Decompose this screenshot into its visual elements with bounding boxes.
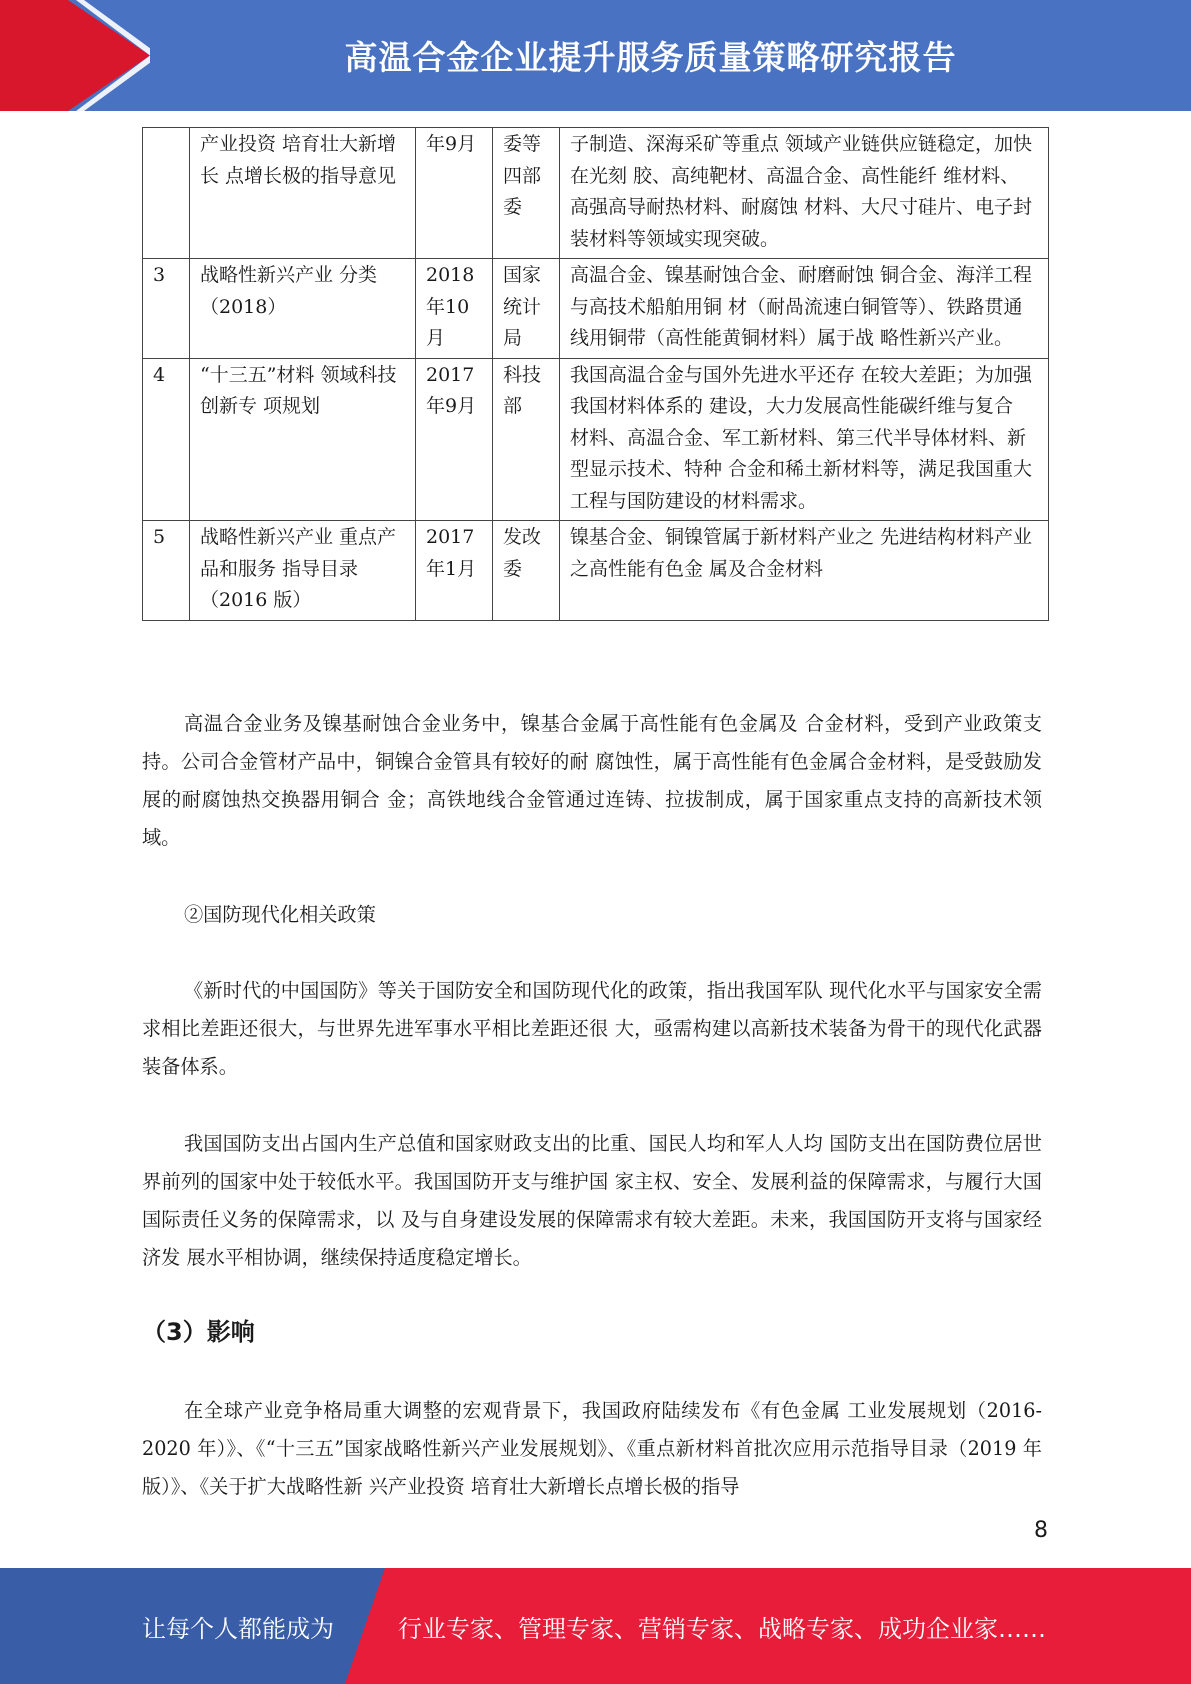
cell-content: 我国高温合金与国外先进水平还存 在较大差距；为加强我国材料体系的 建设，大力发展高性能碳纤维与复合 材料、高温合金、军工新材料、第三代半导体材料、新型显示技术、特种 合金和稀土新材料等，满足我国重大 工程与国防建设的材料需求。 — [560, 358, 1049, 521]
cell-date: 年9月 — [416, 128, 493, 259]
table-row — [143, 521, 1049, 621]
cell-date: 2017年9月 — [416, 358, 493, 521]
table-row — [143, 259, 1049, 359]
cell-date: 2018年10月 — [416, 259, 493, 359]
paragraph-impact: 在全球产业竞争格局重大调整的宏观背景下，我国政府陆续发布《有色金属 工业发展规划（2016-2020 年）》、《“十三五”国家战略性新兴产业发展规划》、《重点新材料首批次应用示范指导目录（2019 年版）》、《关于扩大战略性新 兴产业投资 培育壮大新增长点增长极的指导 — [142, 1399, 1042, 1498]
cell-no: 5 — [143, 521, 190, 621]
cell-org: 发改委 — [493, 521, 560, 621]
cell-content: 高温合金、镍基耐蚀合金、耐磨耐蚀 铜合金、海洋工程与高技术船舶用铜 材（耐咼流速白铜管等）、铁路贯通 线用铜带（高性能黄铜材料）属于战 略性新兴产业。 — [560, 259, 1049, 359]
cell-org: 国家统计局 — [493, 259, 560, 359]
cell-org: 委等四部委 — [493, 128, 560, 259]
cell-name: 战略性新兴产业 重点产品和服务 指导目录（2016 版） — [190, 521, 416, 621]
section-heading-impact: （3）影响 — [142, 1318, 255, 1346]
cell-name: “十三五”材料 领域科技创新专 项规划 — [190, 358, 416, 521]
page-number: 8 — [1034, 1518, 1048, 1543]
footer-slogan-right: 行业专家、管理专家、营销专家、战略专家、成功企业家…… — [398, 1614, 1046, 1643]
header-red-arrow-shape — [0, 0, 150, 111]
cell-content: 镍基合金、铜镍管属于新材料产业之 先进结构材料产业之高性能有色金 属及合金材料 — [560, 521, 1049, 621]
table-row — [143, 128, 1049, 259]
paragraph-defense-spending: 我国国防支出占国内生产总值和国家财政支出的比重、国民人均和军人人均 国防支出在国防费位居世界前列的国家中处于较低水平。我国国防开支与维护国 家主权、安全、发展利益的保障需求，与履行大国国际责任义务的保障需求，以 及与自身建设发展的保障需求有较大差距。未来，我国国防开支将与国家经济发 展水平相协调，继续保持适度稳定增长。 — [142, 1132, 1042, 1269]
cell-date: 2017年1月 — [416, 521, 493, 621]
cell-no: 4 — [143, 358, 190, 521]
page-footer — [0, 1568, 1191, 1684]
table-row — [143, 358, 1049, 521]
policy-table — [142, 127, 1049, 621]
footer-slogan-left: 让每个人都能成为 — [142, 1614, 334, 1643]
subheading-defense-policy: ②国防现代化相关政策 — [184, 903, 376, 926]
page-header — [0, 0, 1191, 111]
header-title: 高温合金企业提升服务质量策略研究报告 — [344, 38, 957, 77]
paragraph-defense-modernization: 《新时代的中国国防》等关于国防安全和国防现代化的政策，指出我国军队 现代化水平与国家安全需求相比差距还很大，与世界先进军事水平相比差距还很 大，亟需构建以高新技术装备为骨干的现代化武器装备体系。 — [142, 979, 1042, 1078]
paragraph-policy-support: 高温合金业务及镍基耐蚀合金业务中，镍基合金属于高性能有色金属及 合金材料，受到产业政策支持。公司合金管材产品中，铜镍合金管具有较好的耐 腐蚀性，属于高性能有色金属合金材料，是受鼓励发展的耐腐蚀热交换器用铜合 金；高铁地线合金管通过连铸、拉拔制成，属于国家重点支持的高新技术领域。 — [142, 712, 1042, 849]
cell-content: 子制造、深海采矿等重点 领域产业链供应链稳定，加快在光刻 胶、高纯靶材、高温合金、高性能纤 维材料、高强高导耐热材料、耐腐蚀 材料、大尺寸硅片、电子封装材料等领域实现突破。 — [560, 128, 1049, 259]
cell-name: 产业投资 培育壮大新增长 点增长极的指导意见 — [190, 128, 416, 259]
cell-name: 战略性新兴产业 分类（2018） — [190, 259, 416, 359]
cell-no — [143, 128, 190, 259]
cell-no: 3 — [143, 259, 190, 359]
cell-org: 科技部 — [493, 358, 560, 521]
